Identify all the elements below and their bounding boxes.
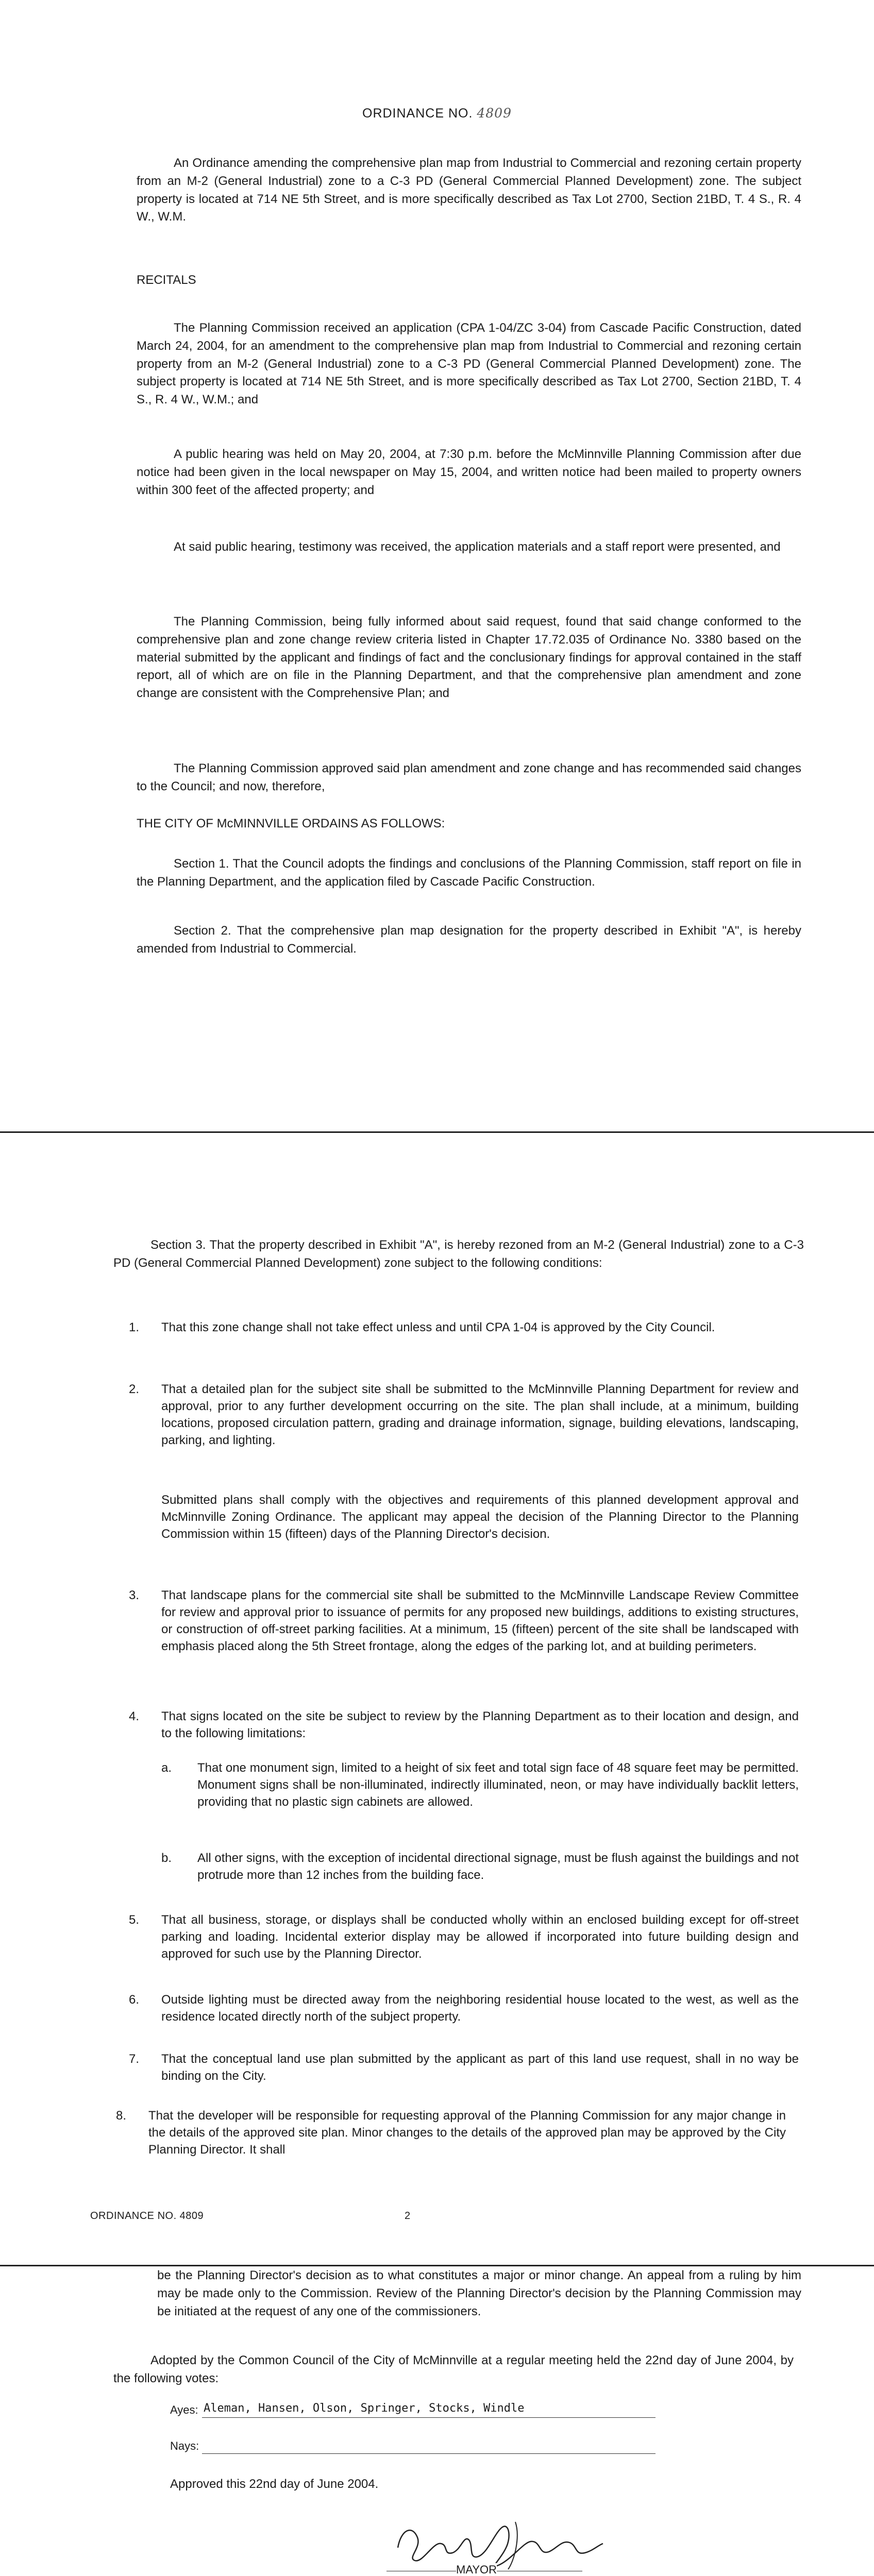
recitals-heading: RECITALS [137, 273, 196, 287]
ordinance-page-3 [0, 2267, 874, 2576]
ordinance-title [0, 106, 874, 121]
continuation-paragraph: be the Planning Director's decision as to what constitutes a major or minor change. An appeal from a ruling by him may be made only to the Commission. Review of the Planning Director's decision by the Planning Commission may be initiated at the request of any one of the commissioners. [157, 2268, 801, 2318]
condition-item: Submitted plans shall comply with the objectives and requirements of this planned development approval and McMinnville Zoning Ordinance. The applicant may appeal the decision of the Planning Director to the Planning Commission within 15 (fifteen) days of the Planning Director's decision. [161, 1493, 799, 1541]
ordinance-page-2 [0, 1133, 874, 2267]
intro-paragraph: An Ordinance amending the comprehensive plan map from Industrial to Commercial and rezoning certain property from an M-2 (General Industrial) zone to a C-3 PD (General Commercial Planned Development) zone. The subject property is located at 714 NE 5th Street, and is more specifically described as Tax Lot 2700, Section 21BD, T. 4 S., R. 4 W., W.M. [137, 156, 801, 224]
condition-item: 6. Outside lighting must be directed away from the neighboring residential house located to the west, as well as the residence located directly north of the subject property. [129, 1993, 799, 2024]
condition-item: 1. That this zone change shall not take effect unless and until CPA 1-04 is approved by the City Council. [129, 1320, 715, 1334]
approved-date: Approved this 22nd day of June 2004. [170, 2477, 379, 2491]
title-prefix: ORDINANCE NO. [362, 106, 473, 121]
page-separator [0, 1131, 874, 1133]
section-3: Section 3. That the property described in Exhibit "A", is hereby rezoned from an M-2 (General Industrial) zone to a C-3 PD (General Commercial Planned Development) zone subject to the following conditions: [113, 1238, 804, 1270]
nays-line [202, 2453, 656, 2454]
ayes-label: Ayes: [170, 2403, 198, 2416]
condition-item: 4. That signs located on the site be subject to review by the Planning Department as to their location and design, and to the following limitations: [129, 1709, 799, 1741]
sub-condition-item: b. All other signs, with the exception of incidental directional signage, must be flush against the buildings and not protrude more than 12 inches from the building face. [161, 1851, 799, 1883]
condition-item: 2. That a detailed plan for the subject site shall be submitted to the McMinnville Planning Department for review and approval, prior to any further development occurring on the site. The plan shall include, at a minimum, building locations, proposed circulation pattern, grading and drainage information, signage, building elevations, landscaping, parking, and lighting. [129, 1382, 799, 1448]
page-footer-ordinance: ORDINANCE NO. 4809 [90, 2210, 204, 2222]
mayor-label: MAYOR [456, 2563, 497, 2576]
title-number-handwritten: 4809 [477, 106, 512, 121]
page-separator [0, 2265, 874, 2266]
ayes-line [202, 2417, 656, 2418]
sub-condition-item: a. That one monument sign, limited to a height of six feet and total sign face of 48 square feet may be permitted. Monument signs shall be non-illuminated, indirectly illuminated, neon, or may have individually backlit letters, providing that no plastic sign cabinets are allowed. [161, 1761, 799, 1809]
recital-paragraph: A public hearing was held on May 20, 2004, at 7:30 p.m. before the McMinnville Planning Commission after due notice had been given in the local newspaper on May 15, 2004, and written notice had been mailed to property owners within 300 feet of the affected property; and [137, 447, 801, 497]
condition-item: 7. That the conceptual land use plan submitted by the applicant as part of this land use request, shall in no way be binding on the City. [129, 2052, 799, 2083]
recital-paragraph: The Planning Commission, being fully informed about said request, found that said change conformed to the comprehensive plan and zone change review criteria listed in Chapter 17.72.035 of Ordinance No. 3380 based on the material submitted by the applicant and findings of fact and the conclusionary findings for approval contained in the staff report, all of which are on file in the Planning Department, and that the comprehensive plan amendment and zone change are consistent with the Comprehensive Plan; and [137, 615, 801, 701]
recital-paragraph: At said public hearing, testimony was received, the application materials and a staff report were presented, and [174, 540, 781, 554]
nays-label: Nays: [170, 2439, 199, 2452]
condition-item: 8. That the developer will be responsible for requesting approval of the Planning Commission for any major change in the details of the approved site plan. Minor changes to the details of the approved plan may be approved by the City Planning Director. It shall [116, 2109, 786, 2157]
recital-paragraph: The Planning Commission received an application (CPA 1-04/ZC 3-04) from Cascade Pacific Construction, dated March 24, 2004, for an amendment to the comprehensive plan map from Industrial to Commercial and rezoning certain property from an M-2 (General Industrial) zone to a C-3 PD (General Commercial Planned Development) zone. The subject property is located at 714 NE 5th Street, and is more specifically described as Tax Lot 2700, Section 21BD, T. 4 S., R. 4 W., W.M.; and [137, 321, 801, 407]
ordinance-page-1 [0, 0, 874, 1133]
ayes-value: Aleman, Hansen, Olson, Springer, Stocks, Windle [204, 2402, 525, 2415]
section-1: Section 1. That the Council adopts the findings and conclusions of the Planning Commission, staff report on file in the Planning Department, and the application filed by Cascade Pacific Construction. [137, 857, 801, 889]
section-2: Section 2. That the comprehensive plan map designation for the property described in Exhibit "A", is hereby amended from Industrial to Commercial. [137, 924, 801, 956]
recital-paragraph: The Planning Commission approved said plan amendment and zone change and has recommended said changes to the Council; and now, therefore, [137, 761, 801, 793]
mayor-signature [392, 2512, 608, 2573]
condition-item: 3. That landscape plans for the commercial site shall be submitted to the McMinnville Landscape Review Committee for review and approval prior to issuance of permits for any proposed new buildings, additions to existing structures, or construction of off-street parking facilities. At a minimum, 15 (fifteen) percent of the site shall be landscaped with emphasis placed along the 5th Street frontage, along the edges of the parking lot, and at building perimeters. [129, 1588, 799, 1654]
condition-item: 5. That all business, storage, or displays shall be conducted wholly within an enclosed building except for off-street parking and loading. Incidental exterior display may be allowed if incorporated into future building design and approved for such use by the Planning Director. [129, 1913, 799, 1961]
ordains-heading: THE CITY OF McMINNVILLE ORDAINS AS FOLLOWS: [137, 817, 445, 831]
page-number: 2 [405, 2210, 411, 2222]
adoption-paragraph: Adopted by the Common Council of the City of McMinnville at a regular meeting held the 22nd day of June 2004, by the following votes: [113, 2353, 794, 2385]
